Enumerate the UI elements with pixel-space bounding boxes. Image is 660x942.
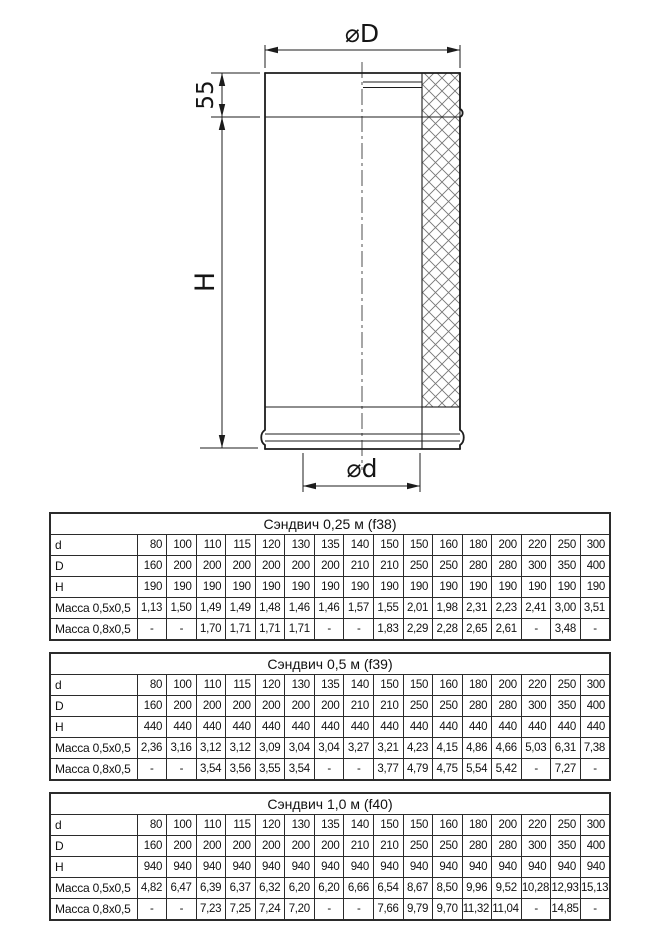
- table-cell: 190: [255, 577, 285, 598]
- table-cell: 400: [580, 556, 610, 577]
- table-cell: 4,15: [433, 738, 463, 759]
- table-cell: 9,79: [403, 899, 433, 921]
- table-cell: 4,23: [403, 738, 433, 759]
- table-cell: 200: [492, 815, 522, 836]
- table-cell: 250: [403, 556, 433, 577]
- table-cell: 3,77: [374, 759, 404, 781]
- table-cell: 1,46: [285, 598, 315, 619]
- table-cell: 200: [226, 696, 256, 717]
- table-row: [50, 696, 610, 717]
- table-cell: 300: [521, 556, 551, 577]
- table-cell: 190: [167, 577, 197, 598]
- table-cell: 210: [374, 836, 404, 857]
- row-label: Масса 0,8x0,5: [50, 619, 137, 641]
- table-cell: 1,70: [196, 619, 226, 641]
- table-cell: 120: [255, 535, 285, 556]
- table-cell: 1,50: [167, 598, 197, 619]
- table-cell: 940: [492, 857, 522, 878]
- table-cell: 7,24: [255, 899, 285, 921]
- table-cell: 6,20: [285, 878, 315, 899]
- table-cell: 190: [285, 577, 315, 598]
- table-cell: 400: [580, 696, 610, 717]
- table-cell: 280: [462, 836, 492, 857]
- table-cell: 350: [551, 556, 581, 577]
- table-cell: 7,38: [580, 738, 610, 759]
- table-cell: -: [521, 899, 551, 921]
- table-row: [50, 899, 610, 921]
- table-cell: 100: [167, 675, 197, 696]
- table-cell: 150: [403, 815, 433, 836]
- table-cell: 150: [403, 535, 433, 556]
- table-cell: 180: [462, 815, 492, 836]
- table-cell: 210: [344, 696, 374, 717]
- table-cell: 3,54: [285, 759, 315, 781]
- table-cell: 400: [580, 836, 610, 857]
- table-cell: 150: [403, 675, 433, 696]
- table-cell: 440: [196, 717, 226, 738]
- table-title: Сэндвич 0,5 м (f39): [50, 653, 610, 675]
- row-label: D: [50, 836, 137, 857]
- table-cell: 160: [137, 556, 167, 577]
- table-cell: 940: [167, 857, 197, 878]
- table-title: Сэндвич 0,25 м (f38): [50, 513, 610, 535]
- table-cell: 280: [492, 836, 522, 857]
- table-cell: 135: [314, 815, 344, 836]
- table-cell: 940: [137, 857, 167, 878]
- table-cell: 3,12: [226, 738, 256, 759]
- table-cell: 5,03: [521, 738, 551, 759]
- table-cell: 440: [462, 717, 492, 738]
- table-cell: 300: [580, 535, 610, 556]
- table-cell: 940: [196, 857, 226, 878]
- table-cell: 2,61: [492, 619, 522, 641]
- row-label: Масса 0,5x0,5: [50, 878, 137, 899]
- table-cell: 110: [196, 535, 226, 556]
- table-cell: 300: [580, 815, 610, 836]
- table-cell: 440: [403, 717, 433, 738]
- table-cell: 440: [314, 717, 344, 738]
- table-cell: 1,46: [314, 598, 344, 619]
- table-row: [50, 878, 610, 899]
- spec-table-sandwich-025m: [49, 512, 611, 641]
- table-cell: -: [314, 899, 344, 921]
- table-cell: 440: [344, 717, 374, 738]
- table-cell: -: [137, 759, 167, 781]
- table-cell: 115: [226, 815, 256, 836]
- table-cell: -: [167, 619, 197, 641]
- row-label: d: [50, 815, 137, 836]
- table-cell: 1,55: [374, 598, 404, 619]
- table-cell: 115: [226, 535, 256, 556]
- table-cell: 100: [167, 815, 197, 836]
- table-cell: -: [314, 619, 344, 641]
- table-cell: 3,56: [226, 759, 256, 781]
- table-cell: 440: [255, 717, 285, 738]
- table-cell: 350: [551, 836, 581, 857]
- row-label: Масса 0,5x0,5: [50, 598, 137, 619]
- table-cell: 200: [314, 696, 344, 717]
- dim-outer-diameter: [265, 45, 460, 68]
- dim-body-height-label: H: [190, 271, 221, 293]
- table-cell: 220: [521, 535, 551, 556]
- table-row: [50, 619, 610, 641]
- table-cell: 7,66: [374, 899, 404, 921]
- table-cell: 250: [551, 815, 581, 836]
- table-cell: 190: [403, 577, 433, 598]
- spec-table-sandwich-05m: [49, 652, 611, 781]
- table-cell: 6,20: [314, 878, 344, 899]
- table-cell: 10,28: [521, 878, 551, 899]
- table-cell: 1,71: [255, 619, 285, 641]
- table-cell: 1,71: [285, 619, 315, 641]
- table-cell: 9,70: [433, 899, 463, 921]
- table-row: [50, 577, 610, 598]
- table-cell: 100: [167, 535, 197, 556]
- table-cell: 9,52: [492, 878, 522, 899]
- table-cell: 80: [137, 675, 167, 696]
- table-cell: 200: [255, 556, 285, 577]
- table-cell: 6,66: [344, 878, 374, 899]
- table-cell: 3,48: [551, 619, 581, 641]
- table-cell: 3,51: [580, 598, 610, 619]
- table-cell: 190: [374, 577, 404, 598]
- table-cell: 110: [196, 815, 226, 836]
- table-cell: 200: [285, 556, 315, 577]
- table-cell: -: [314, 759, 344, 781]
- row-label: D: [50, 696, 137, 717]
- table-cell: 4,66: [492, 738, 522, 759]
- table-cell: 190: [226, 577, 256, 598]
- table-cell: 3,12: [196, 738, 226, 759]
- table-cell: 2,41: [521, 598, 551, 619]
- table-row: [50, 738, 610, 759]
- table-cell: 220: [521, 675, 551, 696]
- table-cell: 200: [285, 696, 315, 717]
- table-cell: 300: [580, 675, 610, 696]
- table-cell: 135: [314, 535, 344, 556]
- table-cell: 130: [285, 675, 315, 696]
- table-cell: 7,20: [285, 899, 315, 921]
- table-cell: 250: [433, 836, 463, 857]
- table-cell: 3,00: [551, 598, 581, 619]
- table-cell: -: [344, 619, 374, 641]
- table-cell: 6,39: [196, 878, 226, 899]
- table-cell: 5,54: [462, 759, 492, 781]
- table-cell: 130: [285, 535, 315, 556]
- table-cell: 2,28: [433, 619, 463, 641]
- table-cell: 4,79: [403, 759, 433, 781]
- table-cell: 2,65: [462, 619, 492, 641]
- table-cell: 250: [403, 836, 433, 857]
- table-row: [50, 717, 610, 738]
- table-cell: 120: [255, 815, 285, 836]
- table-cell: 160: [433, 675, 463, 696]
- table-cell: 1,83: [374, 619, 404, 641]
- table-cell: 180: [462, 535, 492, 556]
- table-cell: 115: [226, 675, 256, 696]
- table-cell: -: [521, 619, 551, 641]
- table-cell: 250: [403, 696, 433, 717]
- table-cell: -: [137, 619, 167, 641]
- table-cell: 440: [285, 717, 315, 738]
- table-cell: 280: [462, 696, 492, 717]
- row-label: Масса 0,8x0,5: [50, 899, 137, 921]
- table-cell: 210: [374, 696, 404, 717]
- row-label: D: [50, 556, 137, 577]
- table-cell: 15,13: [580, 878, 610, 899]
- table-cell: -: [167, 899, 197, 921]
- table-cell: 135: [314, 675, 344, 696]
- table-cell: 200: [226, 556, 256, 577]
- table-cell: 440: [137, 717, 167, 738]
- table-cell: 440: [551, 717, 581, 738]
- table-cell: 1,98: [433, 598, 463, 619]
- table-cell: 140: [344, 535, 374, 556]
- table-cell: 14,85: [551, 899, 581, 921]
- table-cell: 210: [374, 556, 404, 577]
- table-cell: 200: [285, 836, 315, 857]
- table-cell: 160: [433, 535, 463, 556]
- table-cell: 3,27: [344, 738, 374, 759]
- table-cell: 3,04: [314, 738, 344, 759]
- table-cell: 4,86: [462, 738, 492, 759]
- table-cell: 190: [580, 577, 610, 598]
- table-cell: 3,55: [255, 759, 285, 781]
- table-cell: 4,75: [433, 759, 463, 781]
- table-cell: 6,47: [167, 878, 197, 899]
- dim-collar-height-label: 55: [193, 80, 219, 110]
- table-cell: -: [580, 619, 610, 641]
- dim-outer-diameter-label: ⌀D: [344, 19, 380, 48]
- table-cell: 190: [314, 577, 344, 598]
- table-cell: 150: [374, 815, 404, 836]
- table-cell: 280: [492, 696, 522, 717]
- table-row: [50, 556, 610, 577]
- table-cell: 250: [551, 535, 581, 556]
- table-cell: 3,54: [196, 759, 226, 781]
- table-cell: 190: [137, 577, 167, 598]
- row-label: d: [50, 535, 137, 556]
- table-cell: 6,31: [551, 738, 581, 759]
- table-cell: 250: [551, 675, 581, 696]
- table-cell: 940: [374, 857, 404, 878]
- table-cell: 250: [433, 556, 463, 577]
- insulation-hatch: [422, 73, 460, 407]
- table-cell: 5,42: [492, 759, 522, 781]
- table-row: [50, 535, 610, 556]
- table-cell: 200: [226, 836, 256, 857]
- table-row: [50, 857, 610, 878]
- table-cell: 940: [580, 857, 610, 878]
- spec-table-sandwich-10m: [49, 792, 611, 921]
- table-cell: 2,36: [137, 738, 167, 759]
- table-cell: 11,32: [462, 899, 492, 921]
- table-row: [50, 598, 610, 619]
- table-cell: 1,48: [255, 598, 285, 619]
- table-cell: 200: [196, 696, 226, 717]
- table-cell: 440: [374, 717, 404, 738]
- table-cell: 940: [521, 857, 551, 878]
- table-cell: 1,49: [196, 598, 226, 619]
- table-cell: 940: [314, 857, 344, 878]
- dim-inner-diameter-label: ⌀d: [346, 454, 378, 483]
- table-cell: 2,29: [403, 619, 433, 641]
- table-cell: 200: [196, 836, 226, 857]
- table-cell: -: [521, 759, 551, 781]
- table-cell: 200: [492, 675, 522, 696]
- row-label: Масса 0,5x0,5: [50, 738, 137, 759]
- table-cell: 440: [433, 717, 463, 738]
- table-cell: 2,01: [403, 598, 433, 619]
- table-cell: 3,04: [285, 738, 315, 759]
- table-cell: 940: [255, 857, 285, 878]
- table-cell: 8,50: [433, 878, 463, 899]
- table-cell: 210: [344, 836, 374, 857]
- table-row: [50, 836, 610, 857]
- table-cell: 350: [551, 696, 581, 717]
- table-cell: 940: [226, 857, 256, 878]
- table-cell: 220: [521, 815, 551, 836]
- table-cell: 150: [374, 675, 404, 696]
- table-cell: 200: [167, 836, 197, 857]
- table-cell: 440: [226, 717, 256, 738]
- table-cell: 140: [344, 675, 374, 696]
- table-cell: 190: [521, 577, 551, 598]
- table-row: [50, 815, 610, 836]
- table-cell: 3,21: [374, 738, 404, 759]
- table-cell: 3,09: [255, 738, 285, 759]
- table-cell: 140: [344, 815, 374, 836]
- table-cell: 7,25: [226, 899, 256, 921]
- table-cell: 1,57: [344, 598, 374, 619]
- table-cell: 200: [314, 836, 344, 857]
- table-cell: 440: [521, 717, 551, 738]
- table-cell: 1,71: [226, 619, 256, 641]
- table-cell: 160: [137, 696, 167, 717]
- table-cell: 940: [344, 857, 374, 878]
- table-cell: 2,31: [462, 598, 492, 619]
- table-cell: 4,82: [137, 878, 167, 899]
- table-cell: 200: [492, 535, 522, 556]
- row-label: H: [50, 857, 137, 878]
- table-cell: 2,23: [492, 598, 522, 619]
- table-cell: 200: [196, 556, 226, 577]
- table-cell: 210: [344, 556, 374, 577]
- table-cell: 440: [492, 717, 522, 738]
- table-cell: -: [137, 899, 167, 921]
- table-cell: -: [167, 759, 197, 781]
- table-cell: 9,96: [462, 878, 492, 899]
- table-cell: 280: [462, 556, 492, 577]
- table-cell: 280: [492, 556, 522, 577]
- table-cell: 11,04: [492, 899, 522, 921]
- table-cell: 190: [551, 577, 581, 598]
- table-cell: 150: [374, 535, 404, 556]
- table-cell: 440: [167, 717, 197, 738]
- row-label: d: [50, 675, 137, 696]
- table-cell: 1,13: [137, 598, 167, 619]
- table-cell: -: [580, 759, 610, 781]
- table-cell: 940: [462, 857, 492, 878]
- table-cell: 300: [521, 696, 551, 717]
- table-cell: 250: [433, 696, 463, 717]
- table-cell: 8,67: [403, 878, 433, 899]
- row-label: H: [50, 717, 137, 738]
- table-cell: 190: [344, 577, 374, 598]
- table-cell: 1,49: [226, 598, 256, 619]
- table-cell: 7,23: [196, 899, 226, 921]
- table-row: [50, 675, 610, 696]
- table-cell: 6,32: [255, 878, 285, 899]
- row-label: H: [50, 577, 137, 598]
- table-cell: 6,54: [374, 878, 404, 899]
- table-cell: 7,27: [551, 759, 581, 781]
- table-cell: 200: [167, 696, 197, 717]
- row-label: Масса 0,8x0,5: [50, 759, 137, 781]
- table-cell: 120: [255, 675, 285, 696]
- table-cell: 80: [137, 535, 167, 556]
- table-cell: 940: [403, 857, 433, 878]
- table-cell: 180: [462, 675, 492, 696]
- table-cell: 160: [433, 815, 463, 836]
- table-cell: 12,93: [551, 878, 581, 899]
- table-cell: 190: [196, 577, 226, 598]
- table-cell: 3,16: [167, 738, 197, 759]
- table-cell: 300: [521, 836, 551, 857]
- table-cell: 200: [314, 556, 344, 577]
- table-cell: 940: [551, 857, 581, 878]
- table-cell: 190: [492, 577, 522, 598]
- table-cell: -: [580, 899, 610, 921]
- table-cell: -: [344, 759, 374, 781]
- table-cell: -: [344, 899, 374, 921]
- table-cell: 940: [433, 857, 463, 878]
- table-cell: 200: [255, 836, 285, 857]
- table-cell: 190: [433, 577, 463, 598]
- table-cell: 80: [137, 815, 167, 836]
- table-cell: 200: [255, 696, 285, 717]
- table-cell: 200: [167, 556, 197, 577]
- table-cell: 440: [580, 717, 610, 738]
- table-cell: 160: [137, 836, 167, 857]
- table-title: Сэндвич 1,0 м (f40): [50, 793, 610, 815]
- table-cell: 940: [285, 857, 315, 878]
- table-cell: 110: [196, 675, 226, 696]
- table-row: [50, 759, 610, 781]
- table-cell: 6,37: [226, 878, 256, 899]
- table-cell: 130: [285, 815, 315, 836]
- table-cell: 190: [462, 577, 492, 598]
